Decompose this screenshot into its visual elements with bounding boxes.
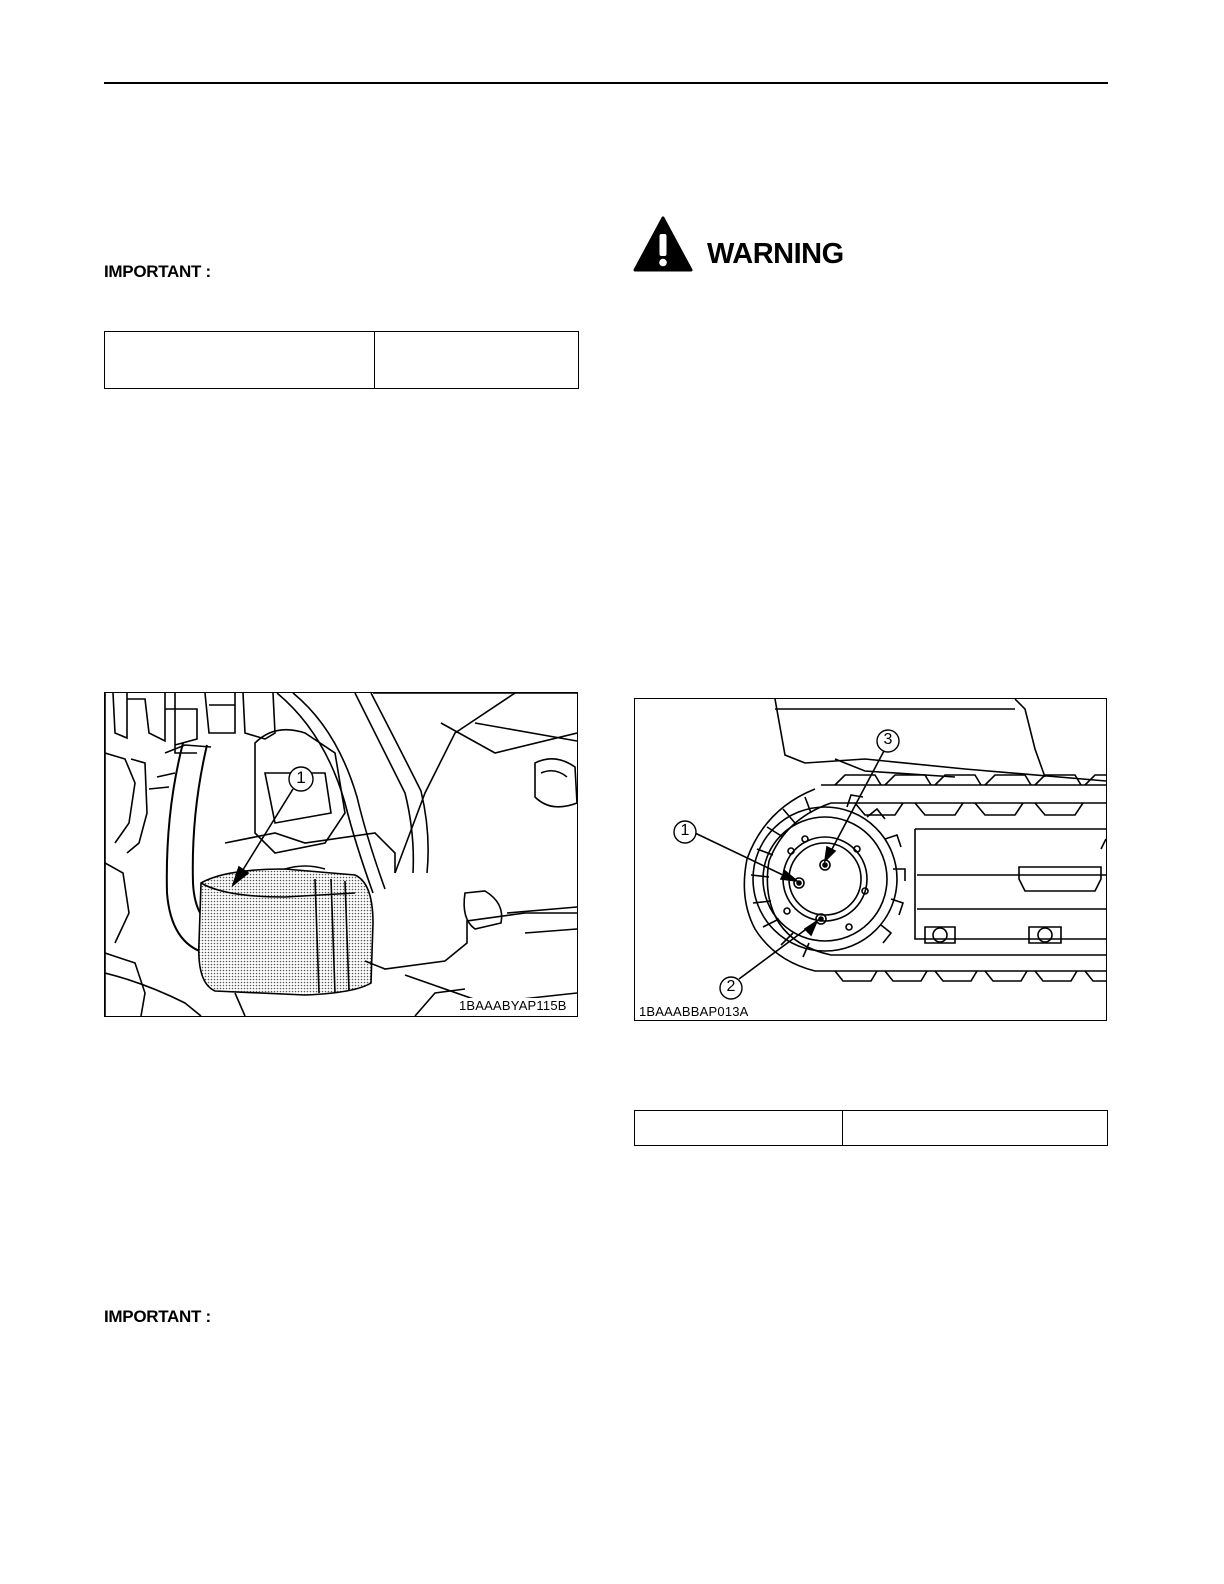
fuel-filter-figure (104, 692, 578, 1017)
callout-2-label: 2 (726, 978, 736, 995)
table-cell (635, 1111, 843, 1146)
important-label-2: IMPORTANT : (104, 1307, 211, 1326)
track-motor-figure (634, 698, 1107, 1021)
warning-label: WARNING (707, 238, 844, 270)
spec-table-1 (104, 331, 579, 389)
important-label-1: IMPORTANT : (104, 262, 211, 281)
table-cell (843, 1111, 1108, 1146)
table-row (105, 332, 579, 389)
header-rule (104, 82, 1108, 84)
callout-1-label: 1 (296, 768, 306, 787)
figure-code: 1BAAABYAP115B (459, 998, 567, 1013)
warning-triangle-icon (633, 214, 693, 274)
track-motor-illustration (635, 699, 1106, 1020)
figure-code: 1BAAABBAP013A (639, 1004, 749, 1019)
table-cell (105, 332, 375, 389)
table-row (635, 1111, 1108, 1146)
warning-banner (633, 214, 873, 274)
fuel-filter-illustration (105, 693, 577, 1016)
callout-1-label: 1 (680, 822, 690, 839)
callout-3-label: 3 (883, 731, 893, 748)
spec-table-2 (634, 1110, 1108, 1146)
table-cell (375, 332, 579, 389)
